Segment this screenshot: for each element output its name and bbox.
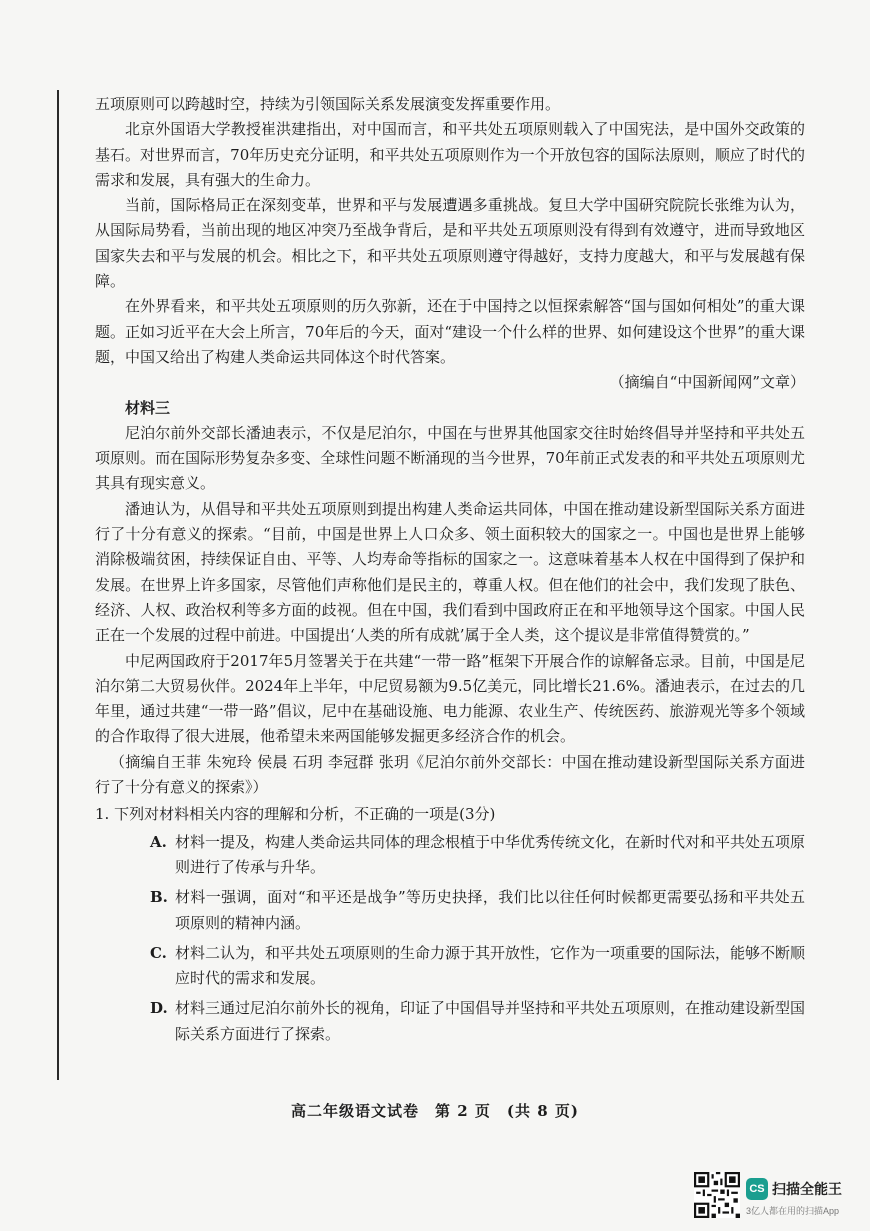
option-key: A. <box>150 832 167 851</box>
option-text: 材料二认为，和平共处五项原则的生命力源于其开放性，它作为一项重要的国际法，能够不断顺应时代的需求和发展。 <box>175 943 806 988</box>
exam-page-content <box>95 92 805 1047</box>
paragraph: 在外界看来，和平共处五项原则的历久弥新，还在于中国持之以恒探索解答“国与国如何相处”的重大课题。正如习近平在大会上所言，70年后的今天，面对“建设一个什么样的世界、如何建设这个世界”的重大课题，中国又给出了构建人类命运共同体这个时代答案。 <box>95 297 805 366</box>
paragraph: 五项原则可以跨越时空，持续为引领国际关系发展演变发挥重要作用。 <box>95 95 561 113</box>
scanner-app-name: 扫描全能王 <box>772 1181 842 1197</box>
paragraph: 当前，国际格局正在深刻变革，世界和平与发展遭遇多重挑战。复旦大学中国研究院院长张维为认为，从国际局势看，当前出现的地区冲突乃至战争背后，是和平共处五项原则没有得到有效遵守，进而导致地区国家失去和平与发展的机会。相比之下，和平共处五项原则遵守得越好，支持力度越大，和平与发展越有保障。 <box>95 196 805 291</box>
paragraph: 北京外国语大学教授崔洪建指出，对中国而言，和平共处五项原则载入了中国宪法，是中国外交政策的基石。对世界而言，70年历史充分证明，和平共处五项原则作为一个开放包容的国际法原则，顺应了时代的需求和发展，具有强大的生命力。 <box>95 120 805 189</box>
question-stem <box>95 802 805 827</box>
question-text: 下列对材料相关内容的理解和分析，不正确的一项是(3分) <box>114 805 496 824</box>
question-1 <box>95 802 805 1047</box>
question-number: 1. <box>95 805 110 824</box>
paragraph: 潘迪认为，从倡导和平共处五项原则到提出构建人类命运共同体，中国在推动建设新型国际关系方面进行了十分有意义的探索。“目前，中国是世界上人口众多、领土面积较大的国家之一。中国也是世界上能够消除极端贫困，持续保证自由、平等、人均寿命等指标的国家之一。这意味着基本人权在中国得到了保护和发展。在世界上许多国家，尽管他们声称他们是民主的，尊重人权。但在他们的社会中，我们发现了肤色、经济、人权、政治权利等多方面的歧视。但在中国，我们看到中国政府正在和平地领导这个国家。中国人民正在一个发展的过程中前进。中国提出‘人类的所有成就’属于全人类，这个提议是非常值得赞赏的。” <box>95 499 805 645</box>
option-c[interactable] <box>95 941 805 992</box>
option-b[interactable] <box>95 885 805 936</box>
option-key: B. <box>150 888 168 907</box>
paragraph: 中尼两国政府于2017年5月签署关于在共建“一带一路”框架下开展合作的谅解备忘录。目前，中国是尼泊尔第二大贸易伙伴。2024年上半年，中尼贸易额为9.5亿美元，同比增长21.6%。潘迪表示，在过去的几年里，通过共建“一带一路”倡议，尼中在基础设施、电力能源、农业生产、传统医药、旅游观光等多个领域的合作取得了很大进展，他希望未来两国能够发掘更多经济合作的机会。 <box>95 651 805 746</box>
source-citation: （摘编自王菲 朱宛玲 侯晨 石玥 李冠群 张玥《尼泊尔前外交部长：中国在推动建设新型国际关系方面进行了十分有意义的探索》） <box>95 752 805 797</box>
binding-line <box>57 90 59 1080</box>
option-d[interactable] <box>95 996 805 1047</box>
paragraph: 尼泊尔前外交部长潘迪表示，不仅是尼泊尔，中国在与世界其他国家交往时始终倡导并坚持和平共处五项原则。而在国际形势复杂多变、全球性问题不断涌现的当今世界，70年前正式发表的和平共处五项原则尤其具有现实意义。 <box>95 423 805 493</box>
option-text: 材料一提及，构建人类命运共同体的理念根植于中华优秀传统文化，在新时代对和平共处五项原则进行了传承与升华。 <box>175 832 806 876</box>
option-text: 材料一强调，面对“和平还是战争”等历史抉择，我们比以往任何时候都更需要弘扬和平共处五项原则的精神内涵。 <box>175 888 805 932</box>
option-key: D. <box>150 999 168 1018</box>
scanner-watermark <box>694 1172 864 1222</box>
page-footer: 高二年级语文试卷 第 2 页 (共 8 页) <box>291 1102 579 1120</box>
option-key: C. <box>150 943 167 962</box>
option-text: 材料三通过尼泊尔前外长的视角，印证了中国倡导并坚持和平共处五项原则，在推动建设新型国际关系方面进行了探索。 <box>175 999 806 1043</box>
source-citation: （摘编自“中国新闻网”文章） <box>609 373 805 392</box>
answer-options <box>95 830 805 1047</box>
option-a[interactable] <box>95 830 805 881</box>
scanner-tagline: 3亿人都在用的扫描App <box>746 1206 840 1216</box>
material-three-heading: 材料三 <box>125 398 171 417</box>
qr-code-icon <box>694 1172 740 1218</box>
camscanner-logo-icon: CS <box>746 1178 768 1200</box>
